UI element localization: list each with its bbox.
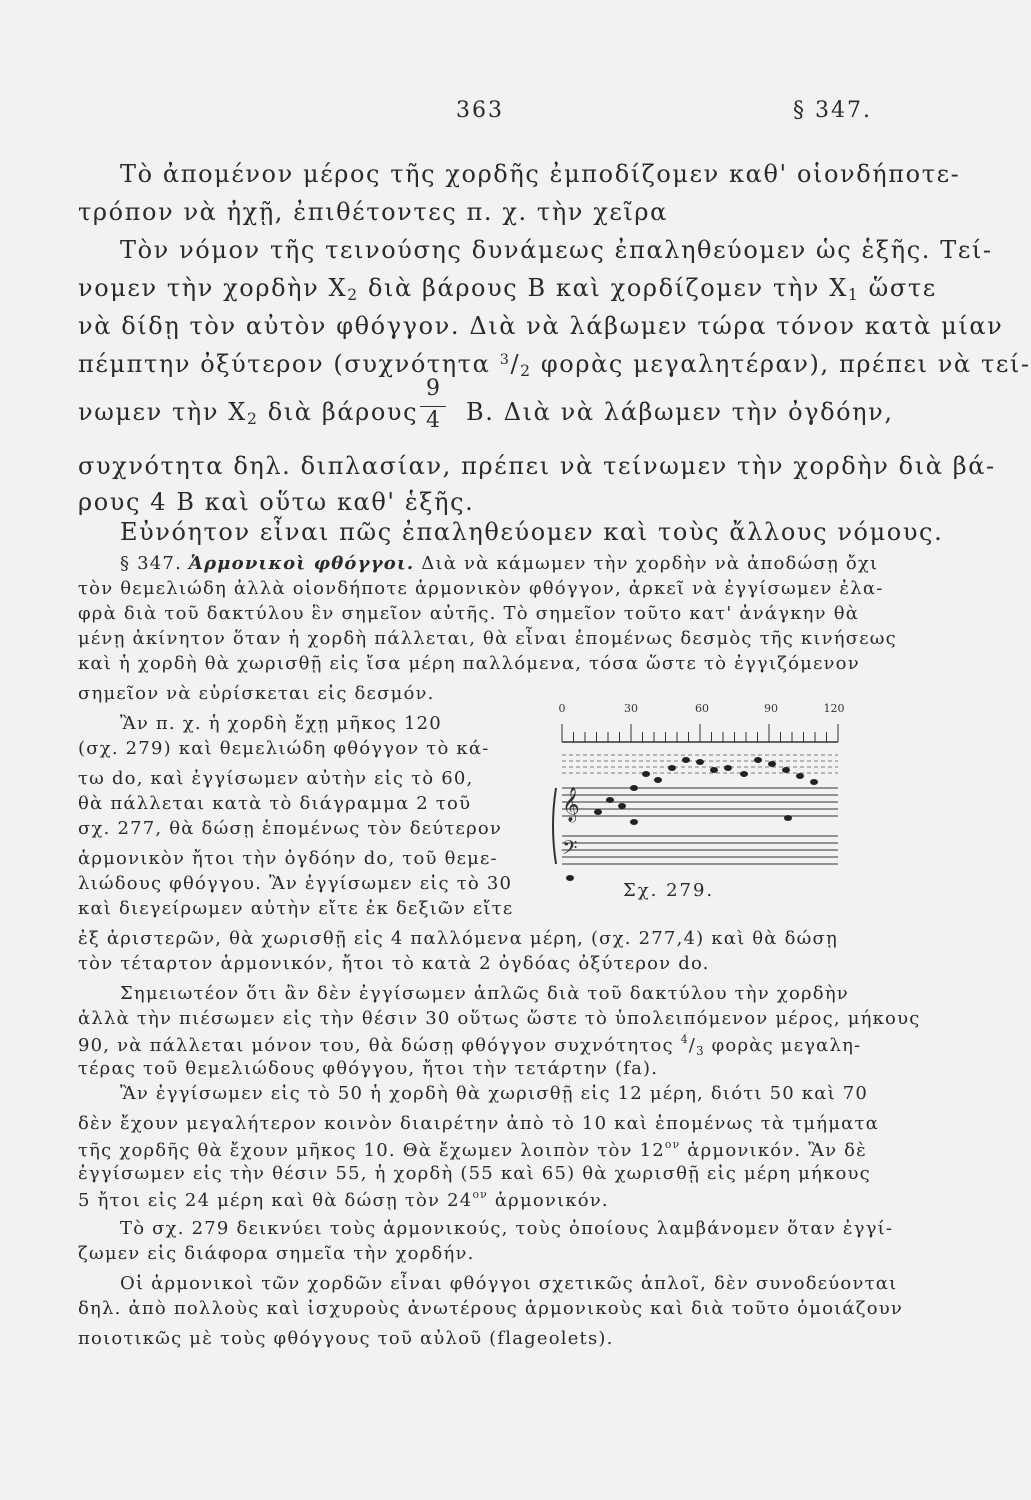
staff-brace	[553, 788, 556, 864]
text-line: θὰ πάλλεται κατὰ τὸ διάγραμμα 2 τοῦ	[78, 793, 472, 814]
section-label: § 347.	[120, 553, 182, 574]
harmonics-figure	[550, 700, 860, 900]
text-line: δὲν ἔχουν μεγαλήτερον κοινὸν διαιρέτην ἀπὸ τὸ 10 καὶ ἑπομένως τὰ τμήματα	[78, 1113, 879, 1134]
text-line: 90, νὰ πάλλεται μόνον του, θὰ δώσῃ φθόγγον συχνότητος $^4/_3$ φορὰς μεγαλη-	[78, 1033, 862, 1058]
note	[654, 777, 662, 783]
text-line: Ἂν π. χ. ἡ χορδὴ ἔχῃ μῆκος 120	[120, 713, 442, 734]
scale-label: 30	[624, 702, 638, 715]
text-line: (σχ. 279) καὶ θεμελιώδη φθόγγον τὸ κά-	[78, 738, 490, 759]
note	[668, 765, 676, 771]
note	[740, 771, 748, 777]
text-line: φρὰ διὰ τοῦ δακτύλου ἓν σημεῖον αὐτῆς. Τὸ σημεῖον τοῦτο κατ' ἀνάγκην θὰ	[78, 603, 860, 624]
note	[782, 767, 790, 773]
bass-clef-icon: 𝄢	[562, 836, 578, 864]
section-reference: § 347.	[793, 98, 872, 123]
note	[630, 785, 638, 791]
text-line: 5 ἤτοι εἰς 24 μέρη καὶ θὰ δώσῃ τὸν $24^{o\nu}$ ἁρμονικόν.	[78, 1188, 609, 1211]
text-line: πέμπτην ὀξύτερον (συχνότητα $^3/_2$ φορὰς μεγαλητέραν), πρέπει νὰ τεί-	[78, 350, 1031, 380]
note	[618, 803, 626, 809]
text-line: τὸν τέταρτον ἁρμονικόν, ἤτοι τὸ κατὰ 2 ὀγδόας ὀξύτερον do.	[78, 953, 710, 974]
text-line: Σημειωτέον ὅτι ἂν δὲν ἐγγίσωμεν ἁπλῶς διὰ τοῦ δακτύλου τὴν χορδὴν	[120, 983, 849, 1004]
scale-label: 0	[558, 702, 566, 715]
scale-label: 120	[823, 702, 845, 715]
note	[810, 779, 818, 785]
scale-label: 90	[764, 702, 778, 715]
note	[606, 797, 614, 803]
text-line: Τὸν νόμον τῆς τεινούσης δυνάμεως ἐπαληθεύομεν ὡς ἑξῆς. Τεί-	[120, 236, 993, 264]
text-line: ζωμεν εἰς διάφορα σημεῖα τὴν χορδήν.	[78, 1243, 475, 1264]
note	[630, 819, 638, 825]
text-line: συχνότητα δηλ. διπλασίαν, πρέπει νὰ τείνωμεν τὴν χορδὴν διὰ βά-	[78, 452, 996, 480]
note	[642, 771, 650, 777]
text-line: τὸν θεμελιώδη ἀλλὰ οἱονδήποτε ἁρμονικὸν φθόγγον, ἀρκεῖ νὰ ἐγγίσωμεν ἐλα-	[78, 578, 884, 599]
text-line: τρόπον νὰ ἠχῇ, ἐπιθέτοντες π. χ. τὴν χεῖρα	[78, 198, 668, 226]
text-line: τέρας τοῦ θεμελιώδους φθόγγου, ἤτοι τὴν τετάρτην (fa).	[78, 1058, 659, 1079]
text-line: σημεῖον νὰ εὑρίσκεται εἰς δεσμόν.	[78, 683, 435, 704]
section-title: Ἁρμονικοὶ φθόγγοι.	[188, 553, 415, 574]
text-line: νωμεν τὴν $X_2$ διὰ βάρους	[78, 398, 419, 428]
note	[566, 875, 574, 881]
note	[696, 759, 704, 765]
note	[724, 765, 732, 771]
text-line: τῆς χορδῆς θὰ ἔχουν μῆκος 10. Θὰ ἔχωμεν λοιπὸν τὸν $12^{o\nu}$ ἁρμονικόν. Ἂν δὲ	[78, 1138, 868, 1161]
text-line: λιώδους φθόγγου. Ἂν ἐγγίσωμεν εἰς τὸ 30	[78, 873, 513, 894]
note	[784, 815, 792, 821]
note	[710, 767, 718, 773]
text-line: Οἱ ἁρμονικοὶ τῶν χορδῶν εἶναι φθόγγοι σχετικῶς ἁπλοῖ, δὲν συνοδεύονται	[120, 1273, 898, 1294]
text-line: καὶ διεγείρωμεν αὐτὴν εἴτε ἐκ δεξιῶν εἴτε	[78, 898, 514, 919]
text-line: νὰ δίδῃ τὸν αὐτὸν φθόγγον. Διὰ νὰ λάβωμεν τώρα τόνον κατὰ μίαν	[78, 312, 1004, 340]
fraction-denominator: 4	[426, 408, 440, 433]
figure-caption: Σχ. 279.	[623, 880, 715, 901]
text-line: ἐγγίσωμεν εἰς τὴν θέσιν 55, ἡ χορδὴ (55 καὶ 65) θὰ χωρισθῇ εἰς μέρη μήκους	[78, 1163, 871, 1184]
harmonics-diagram	[550, 700, 860, 900]
text-line: Τὸ σχ. 279 δεικνύει τοὺς ἁρμονικούς, τοὺς ὁποίους λαμβάνομεν ὅταν ἐγγί-	[120, 1218, 894, 1239]
text-line: δηλ. ἀπὸ πολλοὺς καὶ ἰσχυροὺς ἀνωτέρους ἁρμονικοὺς καὶ διὰ τοῦτο ὁμοιάζουν	[78, 1298, 904, 1319]
text-line: ποιοτικῶς μὲ τοὺς φθόγγους τοῦ αὐλοῦ (flageolets).	[78, 1328, 614, 1349]
page-number: 363	[456, 98, 504, 123]
text-line: νομεν τὴν χορδὴν $X_2$ διὰ βάρους B καὶ χορδίζομεν τὴν $X_1$ ὥστε	[78, 274, 937, 304]
text-line: σχ. 277, θὰ δώσῃ ἑπομένως τὸν δεύτερον	[78, 818, 503, 839]
text-line: καὶ ἡ χορδὴ θὰ χωρισθῇ εἰς ἴσα μέρη παλλόμενα, τόσα ὥστε τὸ ἐγγιζόμενον	[78, 653, 860, 674]
text-line: Ἂν ἐγγίσωμεν εἰς τὸ 50 ἡ χορδὴ θὰ χωρισθῇ εἰς 12 μέρη, διότι 50 καὶ 70	[120, 1083, 869, 1104]
fraction-numerator: 9	[426, 376, 440, 401]
note	[768, 761, 776, 767]
note	[754, 757, 762, 763]
note	[682, 757, 690, 763]
scale-label: 60	[695, 702, 709, 715]
text-line: B. Διὰ νὰ λάβωμεν τὴν ὀγδόην,	[466, 398, 894, 426]
text-line: Τὸ ἀπομένον μέρος τῆς χορδῆς ἐμποδίζομεν καθ' οἱονδήποτε-	[120, 160, 961, 188]
treble-clef-icon: 𝄞	[562, 787, 580, 822]
text-line: ἁρμονικὸν ἤτοι τὴν ὀγδόην do, τοῦ θεμε-	[78, 848, 498, 869]
text-line: ρους 4 B καὶ οὕτω καθ' ἑξῆς.	[78, 488, 475, 516]
note	[594, 809, 602, 815]
text-line: Εὐνόητον εἶναι πῶς ἐπαληθεύομεν καὶ τοὺς ἄλλους νόμους.	[120, 518, 944, 546]
note	[796, 773, 804, 779]
text-line: τω do, καὶ ἐγγίσωμεν αὐτὴν εἰς τὸ 60,	[78, 768, 474, 789]
text-line: μένῃ ἀκίνητον ὅταν ἡ χορδὴ πάλλεται, θὰ εἶναι ἑπομένως δεσμὸς τῆς κινήσεως	[78, 628, 897, 649]
text-line: ἀλλὰ τὴν πιέσωμεν εἰς τὴν θέσιν 30 οὕτως ὥστε τὸ ὑπολειπόμενον μέρος, μήκους	[78, 1008, 921, 1029]
section-heading-line: § 347. Ἁρμονικοὶ φθόγγοι. Διὰ νὰ κάμωμεν τὴν χορδὴν νὰ ἀποδώσῃ ὄχι	[120, 553, 879, 574]
text-line: ἐξ ἀριστερῶν, θὰ χωρισθῇ εἰς 4 παλλόμενα μέρη, (σχ. 277,4) καὶ θὰ δώσῃ	[78, 928, 838, 949]
fraction-bar	[420, 406, 446, 407]
